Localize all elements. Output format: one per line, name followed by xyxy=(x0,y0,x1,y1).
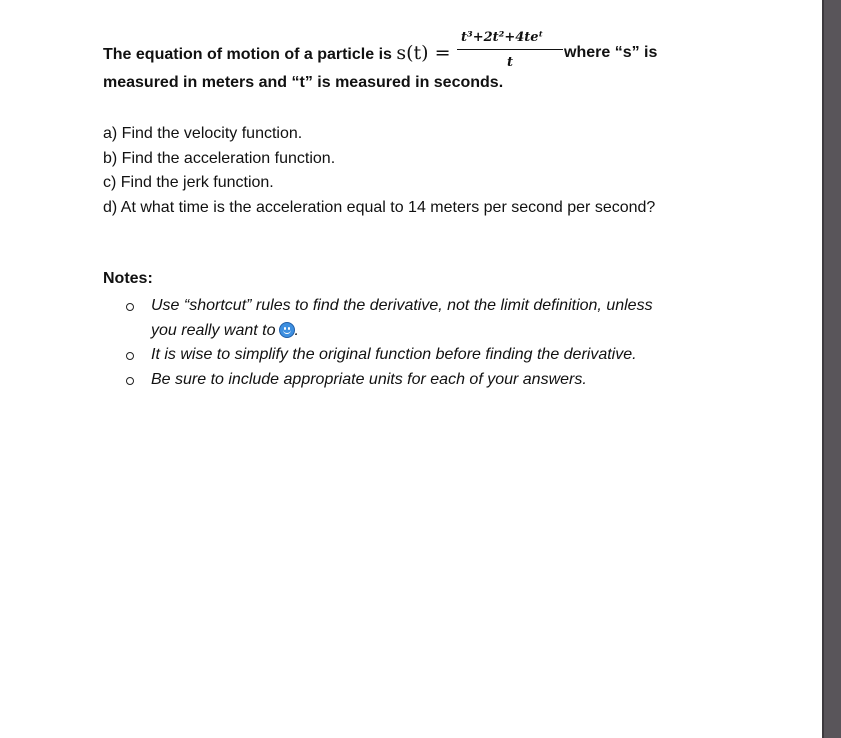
question-b: b) Find the acceleration function. xyxy=(103,149,336,167)
question-a: a) Find the velocity function. xyxy=(103,125,303,142)
question-d: d) At what time is the acceleration equal to 14 meters per second per second? xyxy=(103,198,656,216)
fraction-denominator: t xyxy=(507,55,514,70)
hollow-circle-bullet-icon xyxy=(126,303,134,311)
smiley-emoji-icon xyxy=(279,322,295,338)
intro-line-2: measured in meters and “t” is measured in seconds. xyxy=(103,74,504,91)
hollow-circle-bullet-icon xyxy=(126,352,134,360)
intro-line-1 xyxy=(103,43,451,65)
note-text-period: . xyxy=(294,321,299,339)
hollow-circle-bullet-icon xyxy=(126,377,134,385)
intro-suffix: where “s” is xyxy=(564,44,658,61)
intro-prefix: The equation of motion of a particle is xyxy=(103,46,397,63)
question-c: c) Find the jerk function. xyxy=(103,174,274,191)
fraction-bar xyxy=(457,49,563,50)
note-text-continued xyxy=(151,319,722,344)
note-item xyxy=(122,343,722,368)
fraction xyxy=(457,28,563,72)
function-lhs: s(t) = xyxy=(396,42,451,64)
note-text: Be sure to include appropriate units for each of your answers. xyxy=(151,370,587,388)
question-list xyxy=(103,122,655,220)
notes-heading: Notes: xyxy=(103,270,153,287)
note-text-part: you really want to xyxy=(151,321,276,339)
notes-list xyxy=(122,294,722,392)
note-text: Use “shortcut” rules to find the derivative, not the limit definition, unless xyxy=(151,297,653,314)
viewer-frame-edge xyxy=(822,0,824,738)
note-item xyxy=(122,294,722,343)
note-text: It is wise to simplify the original function before finding the derivative. xyxy=(151,346,637,363)
note-item xyxy=(122,368,722,393)
viewer-frame xyxy=(822,0,841,738)
fraction-numerator: t³+2t²+4teᵗ xyxy=(461,30,544,45)
